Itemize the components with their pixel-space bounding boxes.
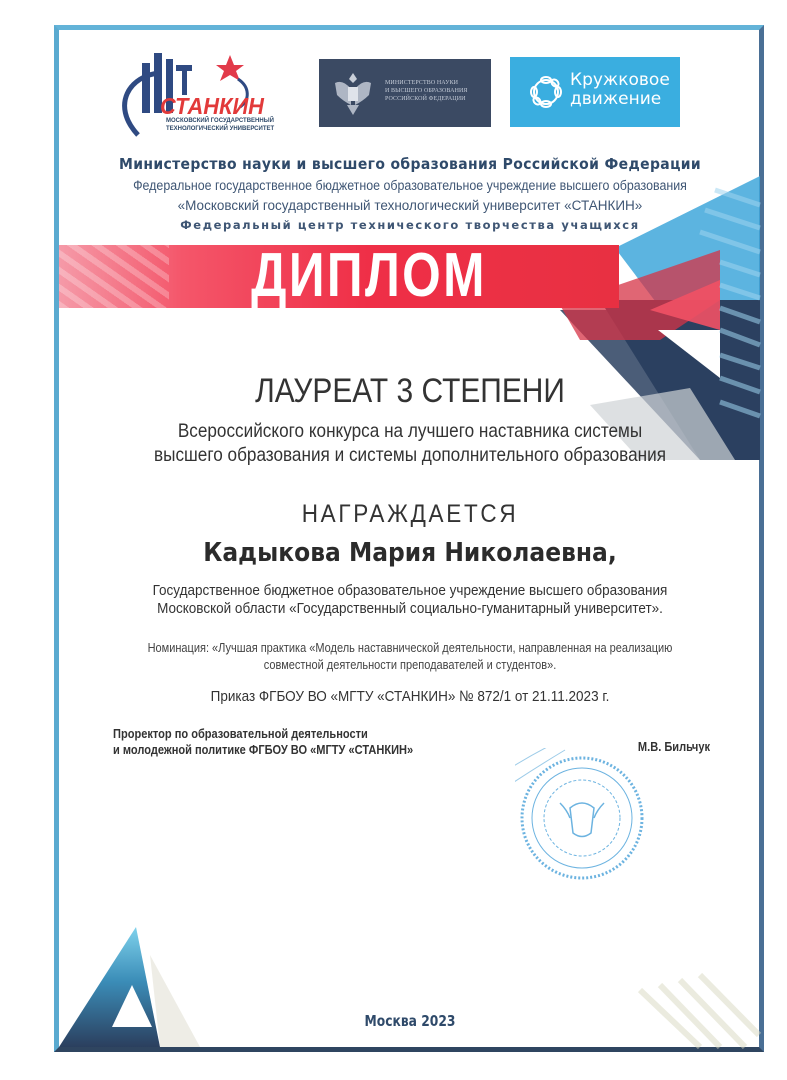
nomination-line-2: совместной деятельности преподавателей и студентов». — [263, 658, 557, 672]
kruzhkovoe-logo — [510, 57, 680, 127]
official-stamp-icon — [515, 748, 650, 883]
contest-line-2: высшего образования и системы дополнительного образования — [153, 444, 667, 466]
stankin-subtitle-2: ТЕХНОЛОГИЧЕСКИЙ УНИВЕРСИТЕТ — [166, 126, 275, 132]
award-degree: ЛАУРЕАТ 3 СТЕПЕНИ — [255, 372, 565, 410]
city-year: Москва 2023 — [364, 1012, 456, 1030]
center-name: Федеральный центр технического творчества учащихся — [180, 218, 640, 232]
awarded-label: НАГРАЖДАЕТСЯ — [301, 500, 519, 528]
stankin-name: СТАНКИН — [160, 93, 264, 119]
document-title: ДИПЛОМ — [251, 241, 487, 310]
signer-name: М.В. Бильчук — [637, 739, 710, 754]
nomination-line-1: Номинация: «Лучшая практика «Модель наставнической деятельности, направленная на реализацию — [147, 641, 673, 655]
recipient-org-line-2: Московской области «Государственный социально-гуманитарный университет». — [157, 600, 663, 617]
ministry-heading: Министерство науки и высшего образования Российской Федерации — [118, 155, 702, 173]
university-name: «Московский государственный технологический университет «СТАНКИН» — [177, 198, 643, 213]
ministry-logo-text: МИНИСТЕРСТВО НАУКИ И ВЫСШЕГО ОБРАЗОВАНИЯ РОССИЙСКОЙ ФЕДЕРАЦИИ — [385, 80, 468, 102]
kruzhkovoe-logo-text: Кружковое движение — [570, 70, 670, 109]
recipient-org-line-1: Государственное бюджетное образовательное учреждение высшего образования — [152, 582, 668, 599]
double-headed-eagle-icon — [333, 69, 373, 117]
stankin-subtitle-1: МОСКОВСКИЙ ГОСУДАРСТВЕННЫЙ — [166, 118, 274, 124]
order-reference: Приказ ФГБОУ ВО «МГТУ «СТАНКИН» № 872/1 от 21.11.2023 г. — [210, 688, 610, 705]
signer-title-line-2: и молодежной политике ФГБОУ ВО «МГТУ «СТАНКИН» — [113, 742, 414, 757]
signer-title-line-1: Проректор по образовательной деятельности — [113, 726, 368, 741]
circle-chain-icon — [528, 74, 564, 110]
contest-line-1: Всероссийского конкурса на лучшего наставника системы — [177, 420, 643, 442]
ministry-logo — [319, 59, 491, 127]
institution-type: Федеральное государственное бюджетное образовательное учреждение высшего образования — [133, 178, 687, 193]
stankin-logo — [110, 45, 290, 140]
recipient-name: Кадыкова Мария Николаевна, — [203, 538, 617, 568]
